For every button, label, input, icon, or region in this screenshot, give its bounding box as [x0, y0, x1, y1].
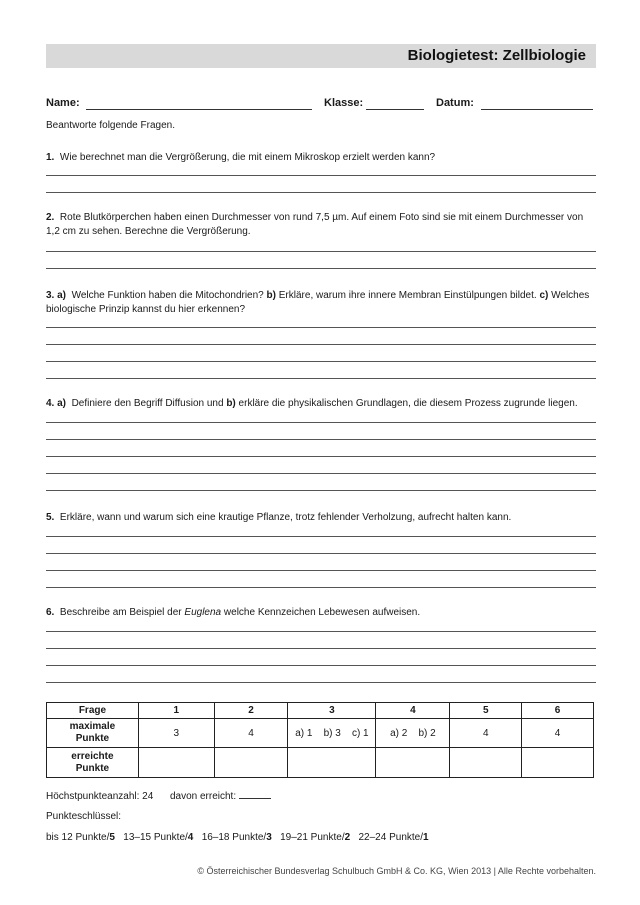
- question-text: Welche Funktion haben die Mitochondrien?: [71, 290, 264, 301]
- grading-key-entry: 16–18 Punkte/3: [201, 832, 272, 843]
- answer-line[interactable]: [46, 361, 596, 362]
- answer-line[interactable]: [46, 192, 596, 193]
- table-row-max-points: [47, 719, 594, 748]
- score-input-cell[interactable]: [138, 748, 214, 778]
- table-cell: 4: [450, 719, 522, 748]
- grading-key-entry: bis 12 Punkte/5: [46, 832, 115, 843]
- answer-line[interactable]: [46, 553, 596, 554]
- table-row-reached-points: [47, 748, 594, 778]
- question-number: 2.: [46, 212, 55, 223]
- max-points-text: Höchstpunkteanzahl: 24: [46, 791, 154, 802]
- answer-line[interactable]: [46, 378, 596, 379]
- grading-key-entry: 13–15 Punkte/4: [123, 832, 194, 843]
- score-input-cell[interactable]: [522, 748, 594, 778]
- answer-line[interactable]: [46, 175, 596, 176]
- answer-line[interactable]: [46, 536, 596, 537]
- table-header-row: [47, 703, 594, 719]
- student-info-row: [46, 97, 596, 111]
- table-header-cell: 1: [138, 703, 214, 719]
- score-input-cell[interactable]: [288, 748, 376, 778]
- page-title: Biologietest: Zellbiologie: [46, 44, 596, 68]
- score-table: [46, 702, 594, 778]
- reached-points-field[interactable]: [239, 790, 271, 799]
- date-field[interactable]: [481, 109, 593, 110]
- answer-line[interactable]: [46, 631, 596, 632]
- question-text: Rote Blutkörperchen haben einen Durchmesser von rund 7,5 µm. Auf einem Foto sind sie mit einem Durchmesser von: [59, 212, 584, 223]
- question-6: [46, 606, 598, 620]
- answer-line[interactable]: [46, 439, 596, 440]
- table-cell: 4: [214, 719, 288, 748]
- row-label-max-points: maximale Punkte: [47, 719, 139, 748]
- copyright-notice: © Österreichischer Bundesverlag Schulbuch GmbH & Co. KG, Wien 2013 | Alle Rechte vorbehalten.: [197, 866, 596, 876]
- answer-line[interactable]: [46, 268, 596, 269]
- grading-key-label: Punkteschlüssel:: [46, 811, 122, 822]
- subquestion-label: c): [539, 290, 549, 301]
- answer-line[interactable]: [46, 587, 596, 588]
- question-2: [46, 211, 598, 239]
- answer-line[interactable]: [46, 570, 596, 571]
- table-header-cell: 6: [522, 703, 594, 719]
- answer-line[interactable]: [46, 456, 596, 457]
- date-label: Datum:: [436, 97, 474, 109]
- question-4: [46, 397, 598, 411]
- table-cell: a) 2 b) 2: [376, 719, 450, 748]
- answer-line[interactable]: [46, 490, 596, 491]
- table-header-cell: Frage: [47, 703, 139, 719]
- score-input-cell[interactable]: [450, 748, 522, 778]
- table-cell: 4: [522, 719, 594, 748]
- score-input-cell[interactable]: [376, 748, 450, 778]
- subquestion-label: b): [266, 290, 276, 301]
- question-text: welche Kennzeichen Lebewesen aufweisen.: [223, 607, 421, 618]
- question-1: [46, 151, 598, 165]
- table-cell: 3: [138, 719, 214, 748]
- question-5: [46, 511, 598, 525]
- table-header-cell: 5: [450, 703, 522, 719]
- question-text: Erkläre, warum ihre innere Membran Einstülpungen bildet.: [278, 290, 537, 301]
- answer-line[interactable]: [46, 682, 596, 683]
- row-label-reached-points: erreichte Punkte: [47, 748, 139, 778]
- question-text: Beschreibe am Beispiel der: [59, 607, 182, 618]
- instructions: Beantworte folgende Fragen.: [46, 120, 175, 131]
- class-label: Klasse:: [324, 97, 364, 109]
- question-number: 3. a): [46, 290, 67, 301]
- question-text-emphasis: Euglena: [184, 607, 222, 618]
- question-text: biologische Prinzip kannst du hier erkennen?: [46, 304, 246, 315]
- answer-line[interactable]: [46, 648, 596, 649]
- table-cell: a) 1 b) 3 c) 1: [288, 719, 376, 748]
- question-3: [46, 289, 598, 317]
- grading-key-entry: 22–24 Punkte/1: [358, 832, 429, 843]
- answer-line[interactable]: [46, 327, 596, 328]
- score-input-cell[interactable]: [214, 748, 288, 778]
- question-text: erkläre die physikalischen Grundlagen, die diesem Prozess zugrunde liegen.: [238, 398, 578, 409]
- question-text: Definiere den Begriff Diffusion und: [71, 398, 224, 409]
- name-field[interactable]: [86, 109, 312, 110]
- question-text: Erkläre, wann und warum sich eine krautige Pflanze, trotz fehlender Verholzung, aufrecht halten kann.: [59, 512, 512, 523]
- class-field[interactable]: [366, 109, 424, 110]
- question-number: 6.: [46, 607, 55, 618]
- name-label: Name:: [46, 97, 80, 109]
- answer-line[interactable]: [46, 344, 596, 345]
- answer-line[interactable]: [46, 665, 596, 666]
- answer-line[interactable]: [46, 473, 596, 474]
- totals-line: [46, 790, 271, 802]
- answer-line[interactable]: [46, 422, 596, 423]
- question-text: Welches: [551, 290, 590, 301]
- question-text: Wie berechnet man die Vergrößerung, die mit einem Mikroskop erzielt werden kann?: [59, 152, 436, 163]
- table-header-cell: 4: [376, 703, 450, 719]
- reached-points-text: davon erreicht:: [169, 791, 237, 802]
- table-header-cell: 3: [288, 703, 376, 719]
- grading-key: [46, 832, 429, 843]
- answer-line[interactable]: [46, 251, 596, 252]
- table-header-cell: 2: [214, 703, 288, 719]
- question-number: 4. a): [46, 398, 67, 409]
- subquestion-label: b): [226, 398, 236, 409]
- question-text: 1,2 cm zu sehen. Berechne die Vergrößerung.: [46, 226, 251, 237]
- question-number: 1.: [46, 152, 55, 163]
- question-number: 5.: [46, 512, 55, 523]
- grading-key-entry: 19–21 Punkte/2: [280, 832, 351, 843]
